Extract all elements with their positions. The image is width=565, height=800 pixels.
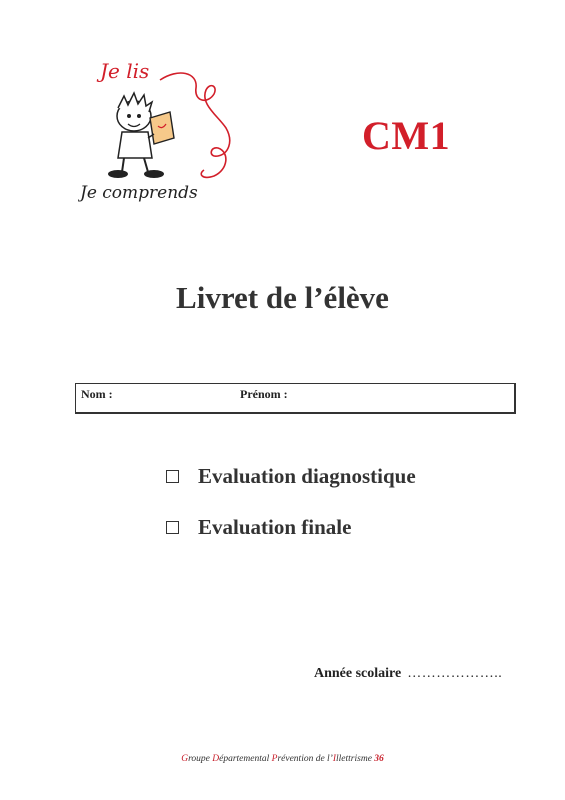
- student-name-box[interactable]: [75, 383, 516, 414]
- page-title: Livret de l’élève: [176, 280, 389, 315]
- option-evaluation-finale[interactable]: [166, 515, 351, 540]
- footer-number: 36: [374, 754, 384, 764]
- footer-initial: P: [271, 754, 278, 764]
- footer-initial: I: [332, 754, 337, 764]
- prenom-label: Prénom :: [240, 387, 288, 401]
- footer-text: llettrisme: [336, 754, 375, 764]
- footer-text: roupe: [188, 754, 213, 764]
- footer-initial: G: [181, 754, 189, 764]
- logo-je-lis-je-comprends: [78, 58, 248, 208]
- reading-child-illustration: [78, 58, 248, 208]
- footer-text: révention de l’: [277, 754, 333, 764]
- school-year-field: [314, 666, 502, 682]
- checkbox-icon[interactable]: [166, 521, 179, 534]
- footer-credit: [0, 754, 565, 764]
- logo-line-je-comprends: Je comprends: [80, 183, 198, 203]
- school-year-blank[interactable]: ………………..: [407, 666, 503, 681]
- footer-text: épartemental: [219, 754, 272, 764]
- logo-line-je-lis: Je lis: [100, 59, 150, 83]
- nom-label: Nom :: [81, 387, 113, 401]
- school-year-label: Année scolaire: [314, 666, 402, 681]
- option-label: Evaluation finale: [198, 515, 352, 539]
- option-label: Evaluation diagnostique: [198, 464, 416, 488]
- grade-level: CM1: [362, 113, 451, 158]
- footer-initial: D: [212, 754, 220, 764]
- checkbox-icon[interactable]: [166, 470, 179, 483]
- option-evaluation-diagnostique[interactable]: [166, 464, 416, 489]
